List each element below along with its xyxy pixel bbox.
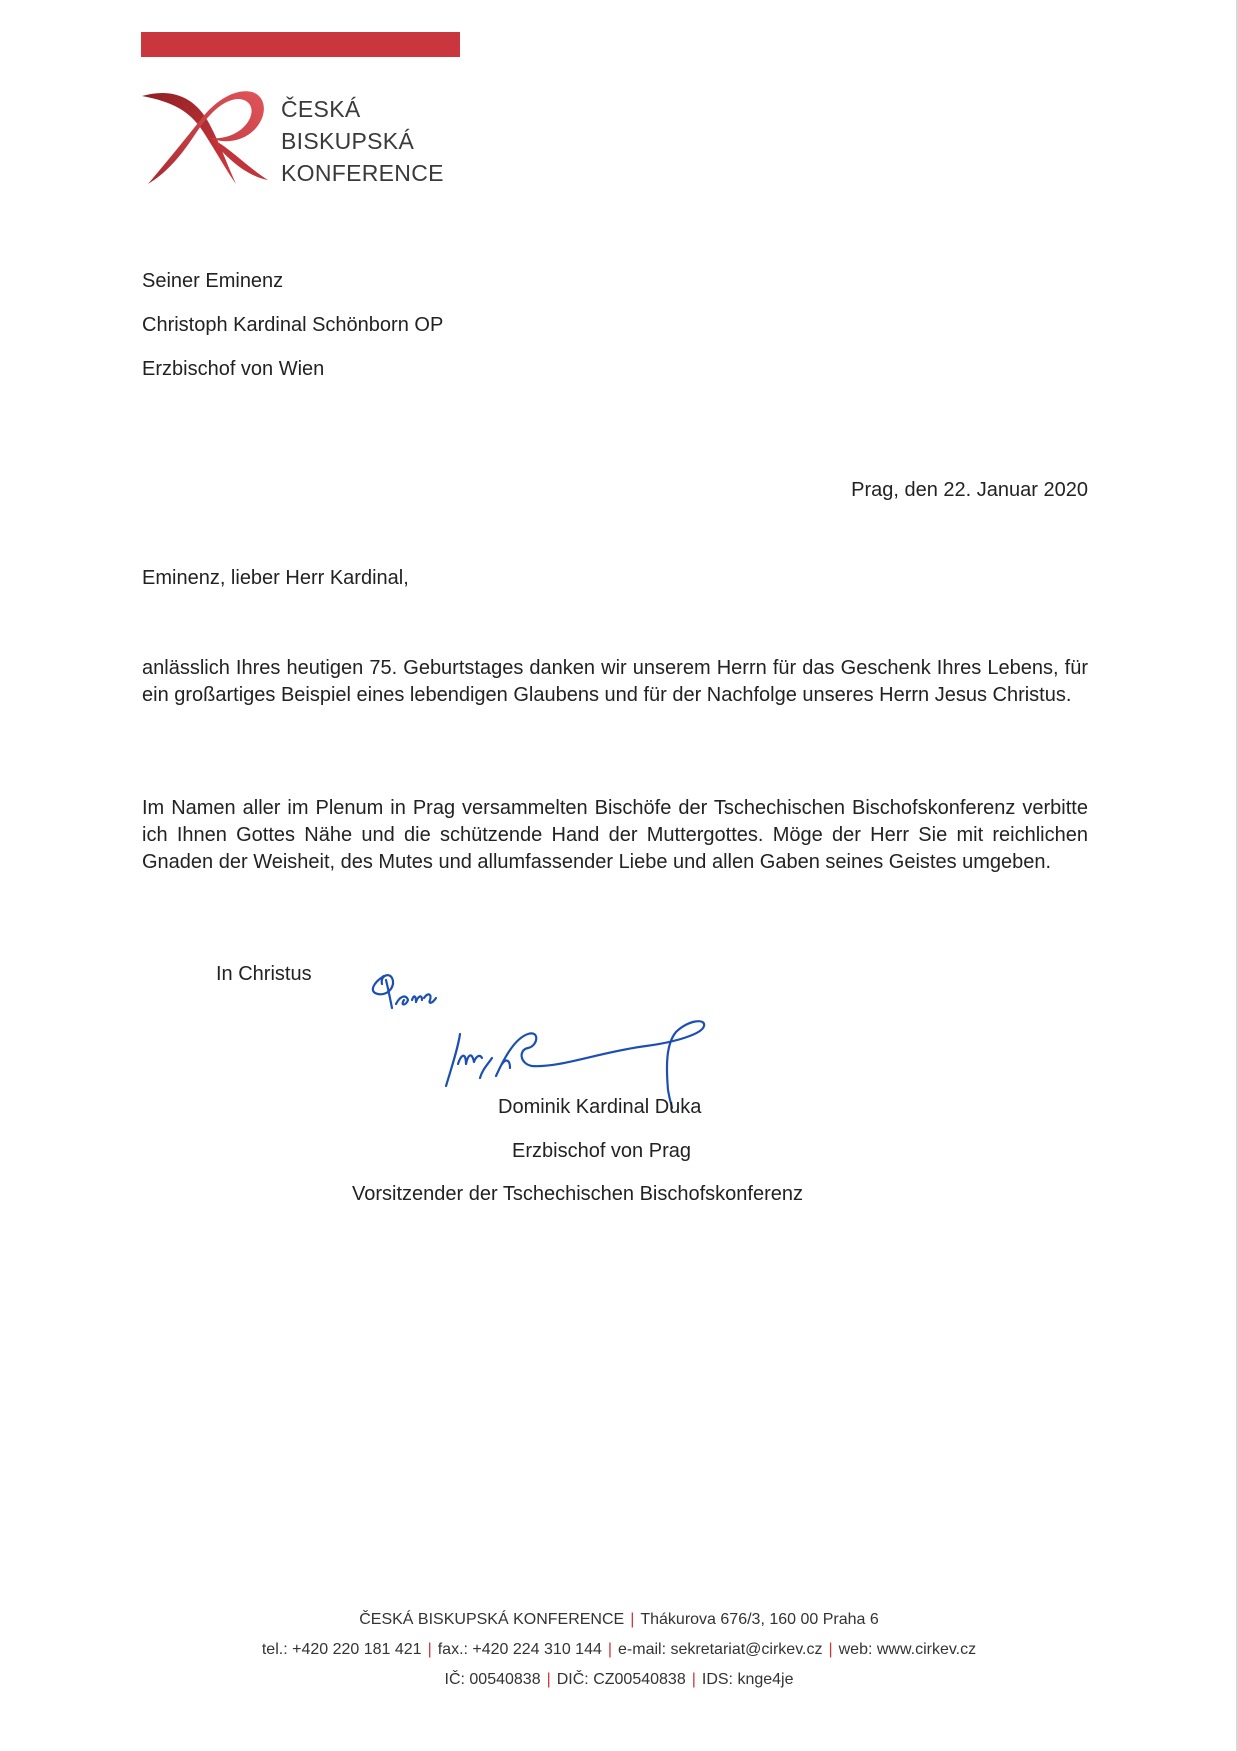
addressee-block <box>142 259 443 391</box>
logo-line-3: KONFERENCE <box>281 160 444 186</box>
footer-line-1 <box>0 1611 1238 1629</box>
logo-line-2: BISKUPSKÁ <box>281 128 415 154</box>
signer-title: Erzbischof von Prag <box>512 1140 691 1162</box>
footer-separator: | <box>427 1641 432 1658</box>
footer-separator: | <box>607 1641 613 1658</box>
addressee-line-1: Seiner Eminenz <box>142 270 284 292</box>
footer-org-name: ČESKÁ BISKUPSKÁ KONFERENCE <box>359 1611 625 1628</box>
body-paragraph-1: anlässlich Ihres heutigen 75. Geburtstages danken wir unserem Herrn für das Geschenk Ihres Lebens, für ein großartiges Beispiel eines lebendigen Glaubens und für der Nachfolge unseres Herrn Jesus Christus. <box>142 657 1088 706</box>
logo-wordmark <box>281 93 444 189</box>
footer-ids: IDS: knge4je <box>701 1671 794 1688</box>
footer-separator: | <box>828 1641 833 1658</box>
logo-line-1: ČESKÁ <box>281 96 361 122</box>
letterhead-red-bar <box>141 32 460 57</box>
salutation: Eminenz, lieber Herr Kardinal, <box>142 567 409 589</box>
footer-line-3 <box>0 1671 1238 1689</box>
cbk-ribbon-logo-icon <box>140 84 270 190</box>
closing-phrase: In Christus <box>216 963 312 985</box>
footer-ic: IČ: 00540838 <box>444 1671 541 1688</box>
signer-name: Dominik Kardinal Duka <box>498 1096 702 1118</box>
signer-role: Vorsitzender der Tschechischen Bischofskonferenz <box>352 1183 803 1205</box>
footer-separator: | <box>630 1611 635 1628</box>
addressee-line-2: Christoph Kardinal Schönborn OP <box>142 314 444 336</box>
footer-address: Thákurova 676/3, 160 00 Praha 6 <box>640 1611 879 1628</box>
footer-line-2 <box>0 1641 1238 1659</box>
footer-separator: | <box>691 1671 696 1688</box>
footer-tel: tel.: +420 220 181 421 <box>261 1641 422 1658</box>
footer-web[interactable]: web: www.cirkev.cz <box>838 1641 977 1658</box>
body-paragraph-2: Im Namen aller im Plenum in Prag versammelten Bischöfe der Tschechischen Bischofskonferenz verbitte ich Ihnen Gottes Nähe und die schützende Hand der Muttergottes. Möge der Herr Sie mit reichlichen Gnaden der Weisheit, des Mutes und allumfassender Liebe und allen Gaben seines Geistes umgeben. <box>142 797 1088 873</box>
letter-date: Prag, den 22. Januar 2020 <box>851 479 1088 501</box>
footer-dic: DIČ: CZ00540838 <box>556 1671 686 1688</box>
addressee-line-3: Erzbischof von Wien <box>142 358 325 380</box>
footer-separator: | <box>546 1671 551 1688</box>
footer-fax: fax.: +420 224 310 144 <box>437 1641 602 1658</box>
footer-email[interactable]: e-mail: sekretariat@cirkev.cz <box>618 1641 823 1658</box>
